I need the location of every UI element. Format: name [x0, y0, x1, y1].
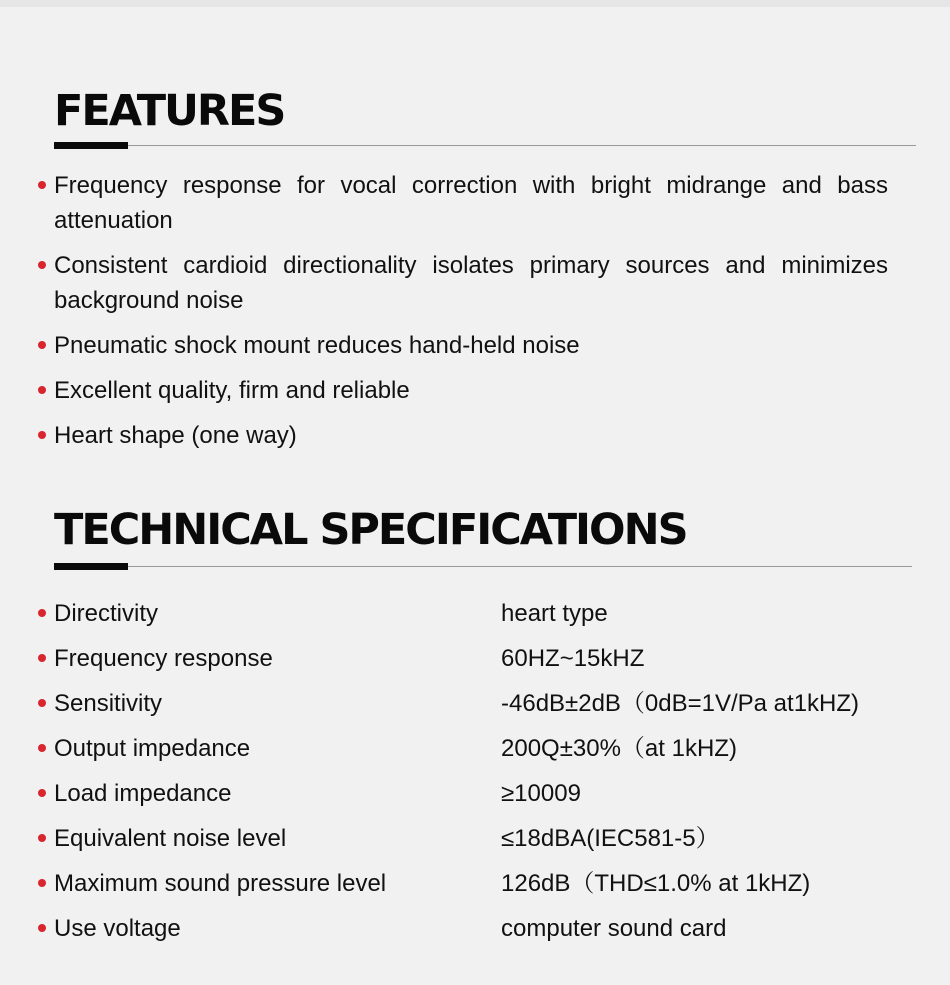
top-strip	[0, 0, 950, 7]
bullet-dot-icon	[38, 879, 46, 887]
spec-row-output-impedance	[36, 731, 916, 776]
bullet-dot-icon	[38, 789, 46, 797]
spec-row-frequency-response	[36, 641, 916, 686]
spec-label: Load impedance	[54, 780, 232, 807]
spec-value: 200Q±30%（at 1kHZ)	[501, 735, 737, 762]
spec-value: 126dB（THD≤1.0% at 1kHZ)	[501, 870, 811, 897]
spec-row-directivity	[36, 596, 916, 641]
bullet-dot-icon	[38, 699, 46, 707]
features-divider-accent	[54, 142, 128, 149]
spec-value: computer sound card	[501, 915, 727, 942]
spec-value: heart type	[501, 600, 608, 627]
specs-title: TECHNICAL SPECIFICATIONS	[54, 505, 687, 555]
spec-label: Maximum sound pressure level	[54, 870, 387, 897]
feature-item	[36, 328, 888, 363]
spec-row-equivalent-noise-level	[36, 821, 916, 866]
bullet-dot-icon	[38, 744, 46, 752]
bullet-dot-icon	[38, 386, 46, 394]
spec-label: Directivity	[54, 600, 159, 627]
feature-text: Pneumatic shock mount reduces hand-held noise	[54, 332, 580, 359]
spec-label: Equivalent noise level	[54, 825, 287, 852]
spec-row-max-sound-pressure-level	[36, 866, 916, 911]
feature-text: Heart shape (one way)	[54, 422, 297, 449]
spec-label: Frequency response	[54, 645, 273, 672]
feature-item	[36, 418, 888, 453]
bullet-dot-icon	[38, 609, 46, 617]
specs-divider-accent	[54, 563, 128, 570]
bullet-dot-icon	[38, 341, 46, 349]
bullet-dot-icon	[38, 654, 46, 662]
bullet-dot-icon	[38, 834, 46, 842]
spec-label: Use voltage	[54, 915, 181, 942]
bullet-dot-icon	[38, 181, 46, 189]
specs-divider	[54, 566, 912, 567]
spec-value: -46dB±2dB（0dB=1V/Pa at1kHZ)	[501, 690, 860, 717]
spec-label: Output impedance	[54, 735, 251, 762]
feature-text: Excellent quality, firm and reliable	[54, 377, 410, 404]
spec-value: ≥10009	[501, 780, 581, 807]
bullet-dot-icon	[38, 261, 46, 269]
feature-item	[36, 248, 888, 318]
feature-text: Consistent cardioid directionality isolates primary sources and minimizes background noise	[54, 252, 888, 314]
feature-text: Frequency response for vocal correction with bright midrange and bass attenuation	[54, 172, 888, 234]
features-divider	[54, 145, 916, 146]
features-title: FEATURES	[54, 86, 285, 136]
features-list	[36, 168, 888, 463]
specs-table	[36, 596, 916, 956]
feature-item	[36, 373, 888, 408]
spec-row-sensitivity	[36, 686, 916, 731]
spec-row-load-impedance	[36, 776, 916, 821]
spec-value: ≤18dBA(IEC581-5）	[501, 825, 720, 852]
bullet-dot-icon	[38, 431, 46, 439]
spec-label: Sensitivity	[54, 690, 163, 717]
feature-item	[36, 168, 888, 238]
bullet-dot-icon	[38, 924, 46, 932]
spec-value: 60HZ~15kHZ	[501, 645, 645, 672]
spec-row-use-voltage	[36, 911, 916, 956]
